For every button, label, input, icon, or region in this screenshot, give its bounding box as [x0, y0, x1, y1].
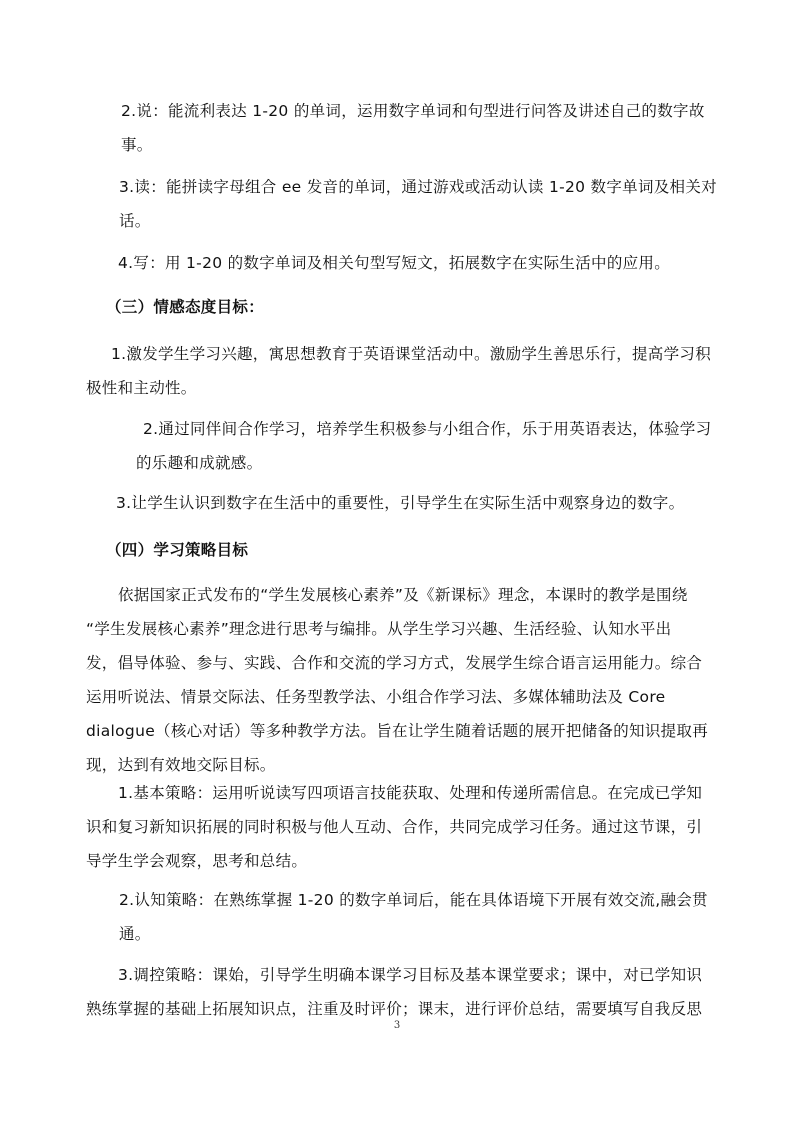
page-number: 3 [393, 1020, 401, 1031]
text-line: 2.说：能流利表达 1-20 的单词，运用数字单词和句型进行问答及讲述自己的数字故 [121, 102, 705, 120]
section-heading-strategy [106, 533, 248, 567]
text-line: 1.激发学生学习兴趣，寓思想教育于英语课堂活动中。激励学生善思乐行，提高学习积 [111, 345, 711, 363]
paragraph-strategy-intro [86, 578, 708, 782]
text-line: 话。 [119, 212, 151, 230]
paragraph-emotion-goal-1 [86, 337, 711, 405]
text-line: 现，达到有效地交际目标。 [86, 756, 276, 774]
heading-text: （三）情感态度目标： [106, 298, 265, 316]
text-line: 3.让学生认识到数字在生活中的重要性，引导学生在实际生活中观察身边的数字。 [116, 494, 685, 512]
text-line: 1.基本策略：运用听说读写四项语言技能获取、处理和传递所需信息。在完成已学知 [118, 784, 703, 802]
text-line: 通。 [119, 925, 151, 943]
text-line: 3.读：能拼读字母组合 ee 发音的单词，通过游戏或活动认读 1-20 数字单词及相关对 [119, 178, 717, 196]
paragraph-emotion-goal-3 [86, 486, 684, 520]
paragraph-reading-goal [86, 170, 717, 238]
text-line: 3.调控策略：课始，引导学生明确本课学习目标及基本课堂要求；课中，对已学知识 [118, 966, 703, 984]
paragraph-writing-goal [86, 246, 670, 280]
text-line: 发，倡导体验、参与、实践、合作和交流的学习方式，发展学生综合语言运用能力。综合 [86, 654, 703, 672]
text-line: 的乐趣和成就感。 [136, 454, 263, 472]
paragraph-basic-strategy [86, 776, 702, 878]
text-line: 导学生学会观察，思考和总结。 [86, 852, 308, 870]
section-heading-emotion [106, 290, 264, 324]
text-line: 2.通过同伴间合作学习，培养学生积极参与小组合作，乐于用英语表达，体验学习 [143, 420, 712, 438]
text-line: 事。 [121, 136, 153, 154]
paragraph-emotion-goal-2 [136, 412, 711, 480]
text-line: 4.写：用 1-20 的数字单词及相关句型写短文，拓展数字在实际生活中的应用。 [118, 254, 671, 272]
text-line: dialogue（核心对话）等多种教学方法。旨在让学生随着话题的展开把储备的知识提取再 [86, 722, 709, 740]
text-line: 运用听说法、情景交际法、任务型教学法、小组合作学习法、多媒体辅助法及 Core [86, 688, 666, 706]
text-line: 识和复习新知识拓展的同时积极与他人互动、合作，共同完成学习任务。通过这节课，引 [86, 818, 703, 836]
paragraph-speaking-goal [86, 94, 705, 162]
paragraph-cognitive-strategy [86, 883, 708, 951]
text-line: 极性和主动性。 [86, 379, 197, 397]
heading-text: （四）学习策略目标 [106, 541, 249, 559]
text-line: 2.认知策略：在熟练掌握 1-20 的数字单词后，能在具体语境下开展有效交流,融会贯 [119, 891, 708, 909]
text-line: “学生发展核心素养”理念进行思考与编排。从学生学习兴趣、生活经验、认知水平出 [86, 620, 672, 638]
text-line: 熟练掌握的基础上拓展知识点，注重及时评价；课末，进行评价总结，需要填写自我反思 [86, 1000, 703, 1018]
paragraph-regulation-strategy [86, 958, 702, 1026]
text-line: 依据国家正式发布的“学生发展核心素养”及《新课标》理念，本课时的教学是围绕 [118, 586, 688, 604]
